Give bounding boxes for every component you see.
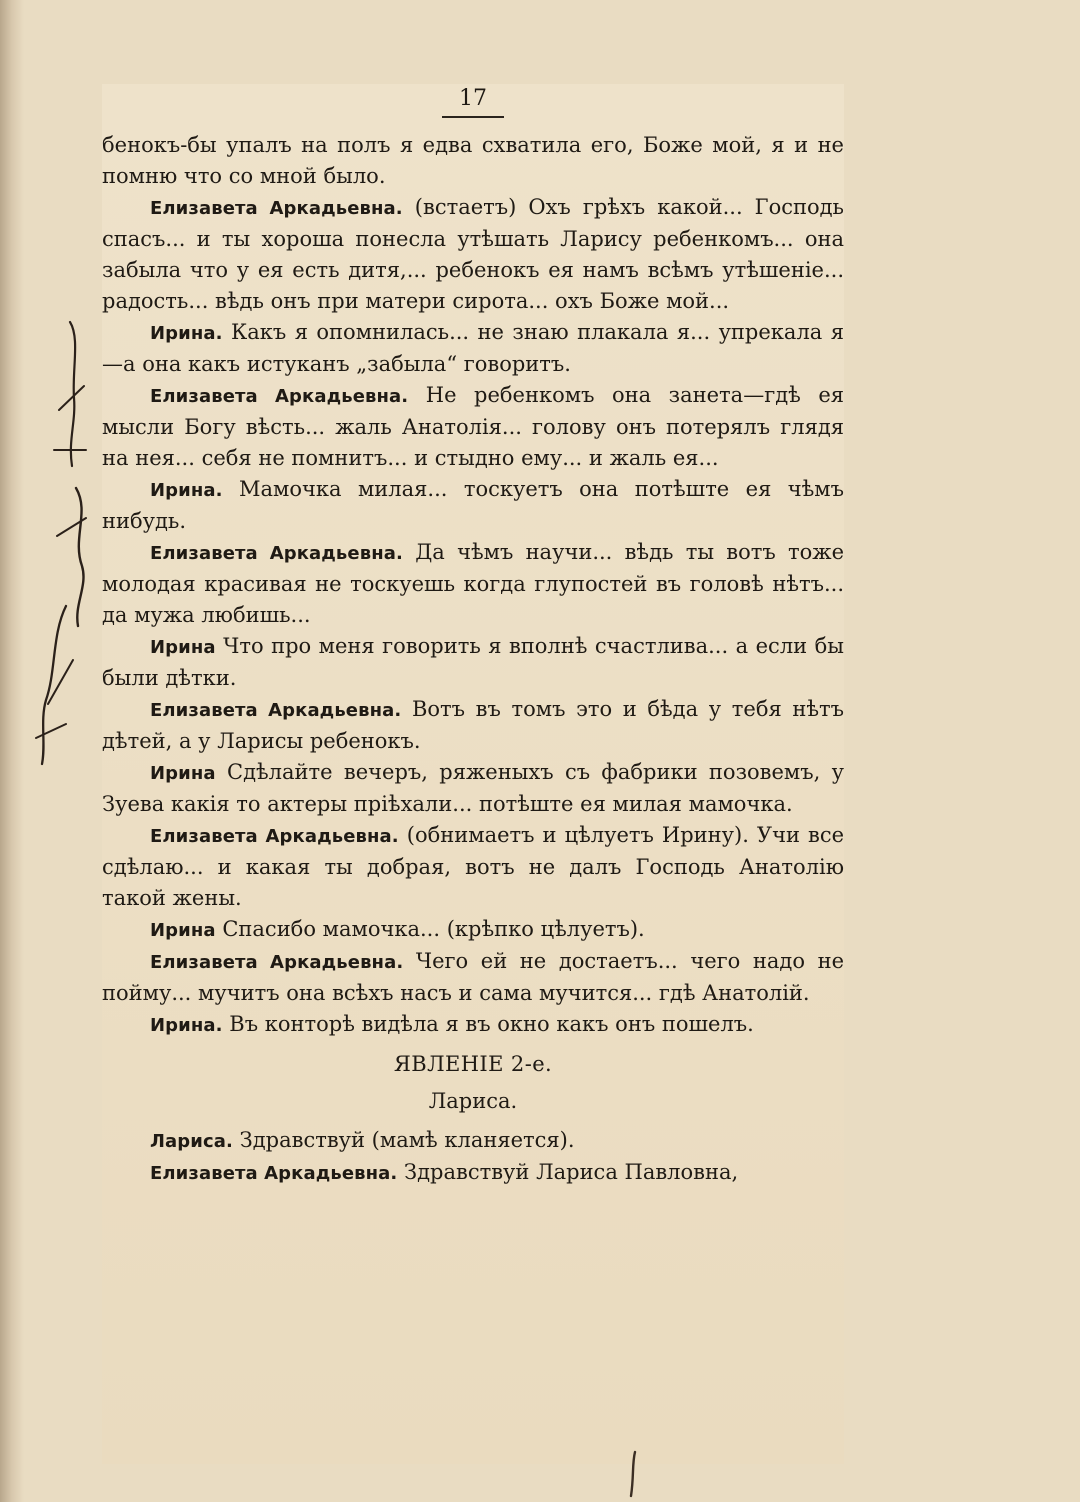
- document-page: [102, 84, 844, 1464]
- dialogue-text-6: Да чѣмъ научи... вѣдь ты вотъ тоже молодая красивая не тоскуешь когда глупостей въ головѣ нѣтъ... да мужа любишь...: [102, 540, 844, 627]
- closing-text-2: Здравствуй Лариса Павловна,: [404, 1160, 739, 1184]
- speaker-name-11: Ирина: [150, 920, 216, 941]
- scene-title: ЯВЛЕНІЕ 2-е.: [393, 1052, 553, 1076]
- dialogue-paragraph-5: [102, 474, 844, 537]
- dialogue-paragraph-7: [102, 631, 844, 694]
- closing-paragraph-2: [102, 1157, 844, 1189]
- speaker-name-5: Ирина.: [150, 480, 223, 501]
- dialogue-paragraph-11: [102, 914, 844, 946]
- dialogue-paragraph-13: [102, 1009, 844, 1041]
- speaker-name-13: Ирина.: [150, 1015, 223, 1036]
- dialogue-text-13: Въ конторѣ видѣла я въ окно какъ онъ пошелъ.: [229, 1012, 754, 1036]
- dialogue-text-1: бенокъ-бы упалъ на полъ я едва схватила его, Боже мой, я и не помню что со мной было.: [102, 133, 844, 188]
- dialogue-text-3: Какъ я опомнилась... не знаю плакала я... упрекала я—а она какъ истуканъ „забыла“ говоритъ.: [102, 320, 844, 376]
- dialogue-text-8: Вотъ въ томъ это и бѣда у тебя нѣтъ дѣтей, а у Ларисы ребенокъ.: [102, 697, 844, 753]
- speaker-name-10: Елизавета Аркадьевна.: [150, 826, 399, 847]
- closing-text-1: Здравствуй (мамѣ кланяется).: [239, 1128, 575, 1152]
- dialogue-text-5: Мамочка милая... тоскуетъ она потѣште ея чѣмъ нибудь.: [102, 477, 844, 533]
- paper-scratch-mark: [624, 1450, 644, 1500]
- dialogue-paragraph-10: [102, 820, 844, 914]
- page-number-area: [102, 88, 844, 118]
- dialogue-paragraph-8: [102, 694, 844, 757]
- closing-speaker-1: Лариса.: [150, 1131, 233, 1152]
- dialogue-text-4: Не ребенкомъ она занета—гдѣ ея мысли Богу вѣсть... жаль Анатолія... голову онъ потерялъ глядя на нея... себя не помнитъ... и стыдно ему... и жаль ея...: [102, 383, 845, 470]
- dialogue-text-2: (встаетъ) Охъ грѣхъ какой... Господь спасъ... и ты хороша понесла утѣшать Ларису ребенкомъ... она забыла что у ея есть дитя,... ребенокъ ея намъ всѣмъ утѣшеніе... радость... вѣдь онъ при матери сирота... охъ Боже мой...: [102, 195, 844, 313]
- scene-cast: Лариса.: [428, 1089, 518, 1113]
- dialogue-text-7: Что про меня говорить я вполнѣ счастлива... а если бы были дѣтки.: [102, 634, 844, 690]
- binding-edge: [0, 0, 24, 1502]
- dialogue-paragraph-6: [102, 537, 844, 631]
- speaker-name-12: Елизавета Аркадьевна.: [150, 952, 404, 973]
- dialogue-paragraph-2: [102, 192, 844, 317]
- speaker-name-9: Ирина: [150, 763, 216, 784]
- dialogue-paragraph-9: [102, 757, 844, 820]
- dialogue-text-12: Чего ей не достаетъ... чего надо не пойму... мучитъ она всѣхъ насъ и сама мучится... гдѣ Анатолій.: [102, 949, 844, 1005]
- speaker-name-2: Елизавета Аркадьевна.: [150, 198, 403, 219]
- dialogue-paragraph-3: [102, 317, 844, 380]
- speaker-name-6: Елизавета Аркадьевна.: [150, 543, 403, 564]
- closing-paragraph-1: [102, 1125, 844, 1157]
- dialogue-paragraph-1: [102, 130, 844, 192]
- speaker-name-8: Елизавета Аркадьевна.: [150, 700, 402, 721]
- speaker-name-7: Ирина: [150, 637, 216, 658]
- dialogue-text-11: Спасибо мамочка... (крѣпко цѣлуетъ).: [222, 917, 645, 941]
- speaker-name-4: Елизавета Аркадьевна.: [150, 386, 409, 407]
- dialogue-text-10: (обнимаетъ и цѣлуетъ Ирину). Учи все сдѣлаю... и какая ты добрая, вотъ не далъ Господь Анатолію такой жены.: [102, 823, 845, 910]
- dialogue-paragraph-12: [102, 946, 844, 1009]
- page-number: 17: [442, 88, 504, 118]
- closing-speaker-2: Елизавета Аркадьевна.: [150, 1163, 398, 1184]
- archival-handwritten-mark: [28, 300, 100, 820]
- dialogue-paragraph-4: [102, 380, 844, 474]
- dialogue-text-9: Сдѣлайте вечеръ, ряженыхъ съ фабрики позовемъ, у Зуева какія то актеры пріѣхали... потѣште ея милая мамочка.: [102, 760, 844, 816]
- speaker-name-3: Ирина.: [150, 323, 223, 344]
